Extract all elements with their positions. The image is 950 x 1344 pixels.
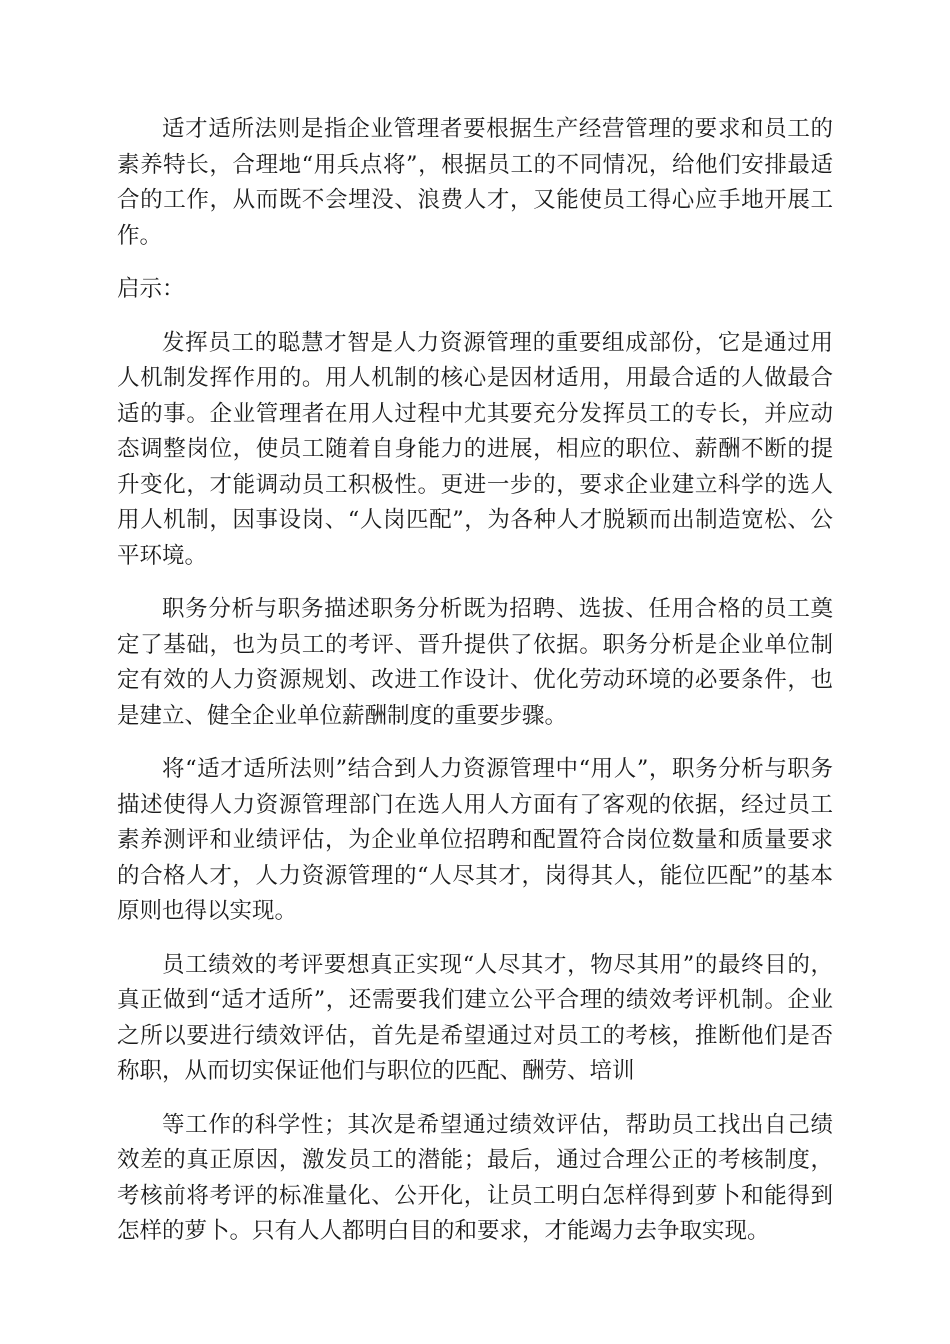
paragraph-job-analysis: 职务分析与职务描述职务分析既为招聘、选拔、任用合格的员工奠定了基础，也为员工的考评、晋升提供了依据。职务分析是企业单位制定有效的人力资源规划、改进工作设计、优化劳动环境的必要条件，也是建立、健全企业单位薪酬制度的重要步骤。: [117, 596, 833, 729]
paragraph-employee-talent: 发挥员工的聪慧才智是人力资源管理的重要组成部份，它是通过用人机制发挥作用的。用人机制的核心是因材适用，用最合适的人做最合适的事。企业管理者在用人过程中尤其要充分发挥员工的专长，并应动态调整岗位，使员工随着自身能力的进展，相应的职位、薪酬不断的提升变化，才能调动员工积极性。更进一步的，要求企业建立科学的选人用人机制，因事设岗、“人岗匹配”，为各种人才脱颖而出制造宽松、公平环境。: [117, 329, 833, 569]
document-body: [117, 112, 833, 1268]
heading-insight: 启示：: [117, 276, 185, 302]
paragraph-performance-appraisal: 员工绩效的考评要想真正实现“人尽其才，物尽其用”的最终目的，真正做到“适才适所”，还需要我们建立公平合理的绩效考评机制。企业之所以要进行绩效评估，首先是希望通过对员工的考核，推断他们是否称职，从而切实保证他们与职位的匹配、酬劳、培训: [117, 951, 833, 1084]
paragraph-appraisal-continued: 等工作的科学性；其次是希望通过绩效评估，帮助员工找出自己绩效差的真正原因，激发员工的潜能；最后，通过合理公正的考核制度，考核前将考评的标准量化、公开化，让员工明白怎样得到萝卜和能得到怎样的萝卜。只有人人都明白目的和要求，才能竭力去争取实现。: [117, 1111, 833, 1244]
paragraph-principle-definition: 适才适所法则是指企业管理者要根据生产经营管理的要求和员工的素养特长，合理地“用兵点将”，根据员工的不同情况，给他们安排最适合的工作，从而既不会埋没、浪费人才，又能使员工得心应手地开展工作。: [117, 116, 833, 249]
paragraph-hr-application: 将“适才适所法则”结合到人力资源管理中“用人”，职务分析与职务描述使得人力资源管理部门在选人用人方面有了客观的依据，经过员工素养测评和业绩评估，为企业单位招聘和配置符合岗位数量和质量要求的合格人才，人力资源管理的“人尽其才，岗得其人，能位匹配”的基本原则也得以实现。: [117, 756, 833, 924]
